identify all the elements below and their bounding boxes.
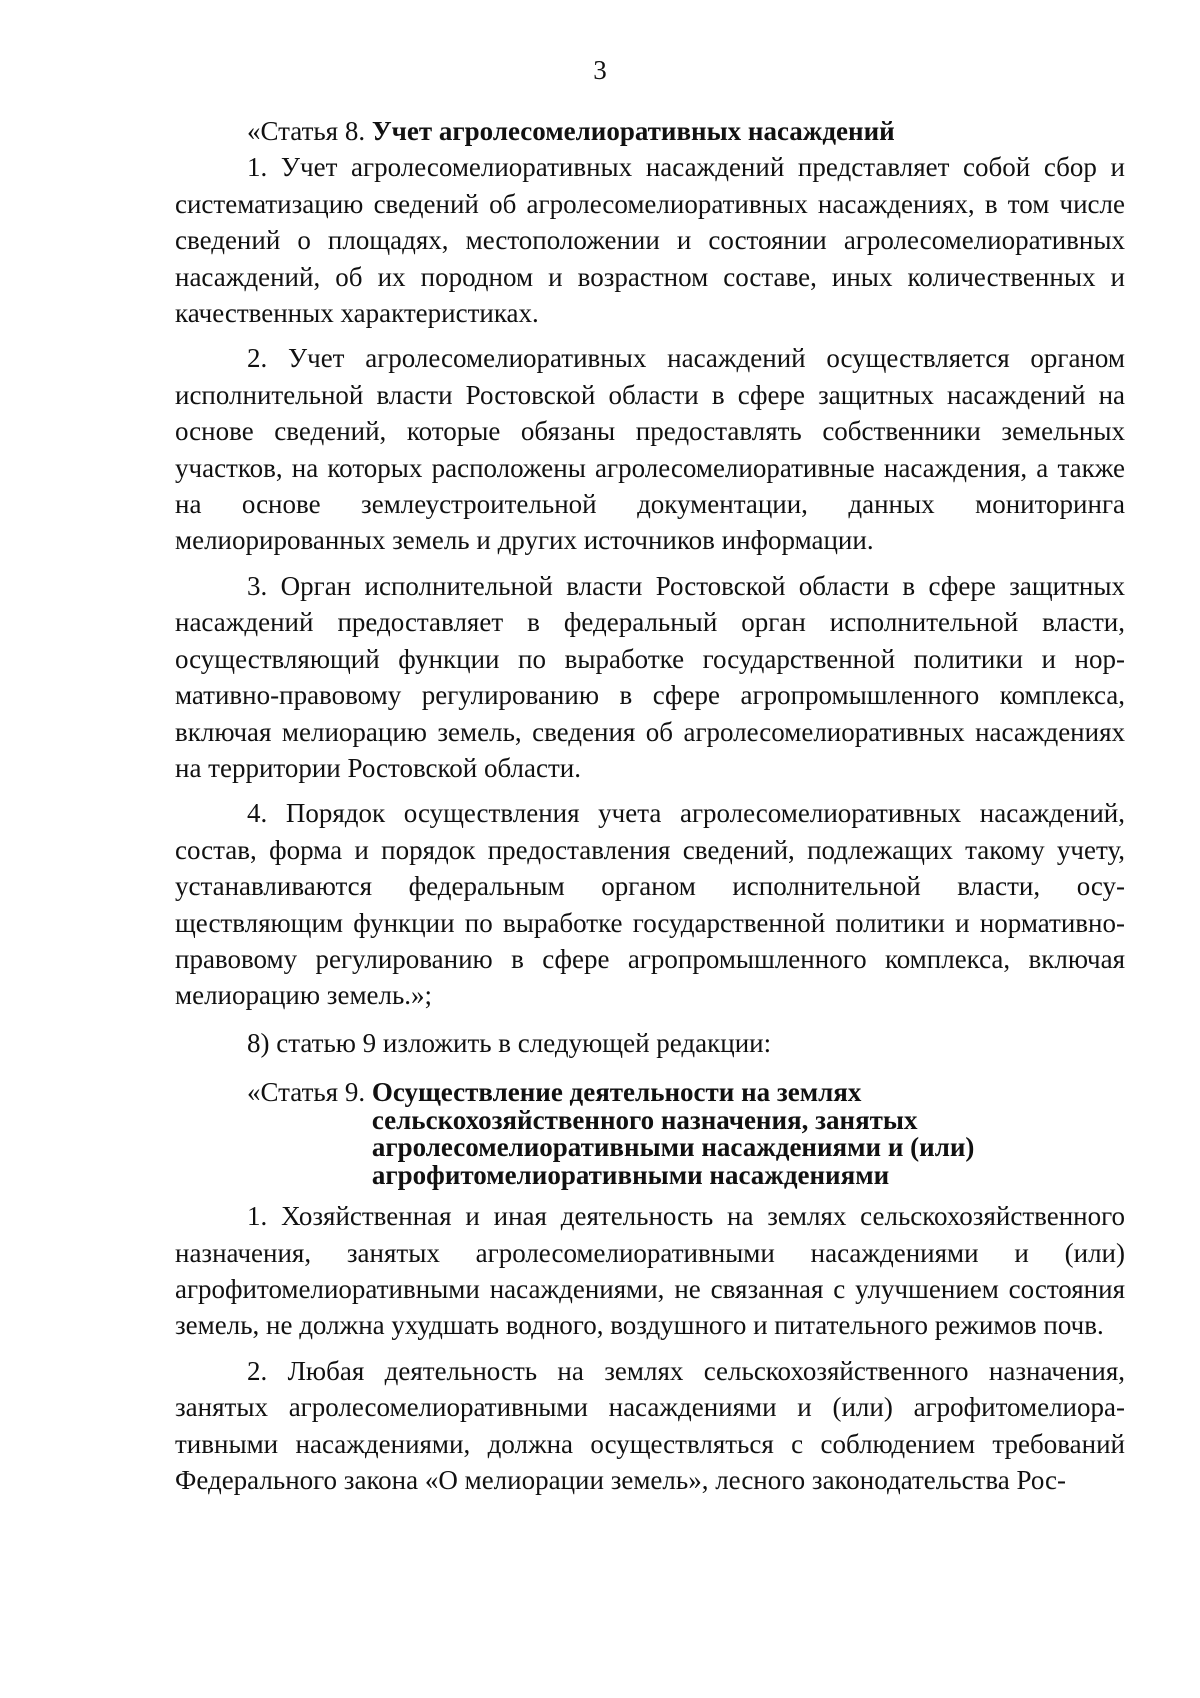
amendment-item-8: 8) статью 9 изложить в следующей редакции: bbox=[247, 1027, 772, 1058]
page-number: 3 bbox=[593, 55, 607, 85]
article-9-title bbox=[372, 1079, 975, 1189]
article-8-title: Учет агролесомелиоративных насаждений bbox=[371, 116, 895, 146]
article-8-paragraph-1: 1. Учет агролесомелиоративных насаждений представляет собой сбор и систематизацию сведений об агролесомелиоративных насаждениях, в том числе сведений о площадях, местоположении и состоянии агролесомелиоративных насаждений, об их породном и возрастном составе, иных количественных и качественных характеристиках. bbox=[175, 152, 1125, 329]
article-9-title-line: агролесомелиоративными насаждениями и (или) bbox=[371, 1132, 975, 1163]
article-9-title-line: агрофитомелиоративными насаждениями bbox=[371, 1159, 890, 1190]
article-9-paragraph-1: 1. Хозяйственная и иная деятельность на землях сельскохозяйственного назначения, занятых агролесомелиоративными насаждениями и (или) агрофитомелиоративными насаждениями, не связанная с улучшением состояния земель, не должна ухудшать водного, воздушного и питательного режимов почв. bbox=[175, 1201, 1125, 1341]
article-9-heading bbox=[175, 1079, 1125, 1189]
document-body bbox=[175, 113, 1125, 1498]
article-8-paragraph-2: 2. Учет агролесомелиоративных насаждений осуществляется органом исполнительной власти Ростовской области в сфере защитных насаждений на основе сведений, которые обязаны предоставлять собственники земельных участков, на которых расположены агролесомелиоративные насаждения, а также на основе землеустроительной документации, данных мониторинга мелиорированных земель и других источников информации. bbox=[175, 343, 1125, 556]
article-9-title-line: Осуществление деятельности на землях bbox=[371, 1077, 862, 1108]
article-8-paragraph-3: 3. Орган исполнительной власти Ростовской области в сфере защитных насаждений предоставляет в федеральный орган исполнительной власти, осуществляющий функции по выработке государственной политики и нормативно-правовому регулированию в сфере агропромышленного комплекса, включая мелиорацию земель, сведения об агролесомелиоративных насаждениях на территории Ростовской области. bbox=[175, 570, 1125, 783]
article-9-title-line: сельскохозяйственного назначения, занятых bbox=[371, 1104, 918, 1135]
article-8-prefix: «Статья 8. bbox=[247, 116, 372, 146]
article-9-paragraph-2: 2. Любая деятельность на землях сельскохозяйственного назначения, занятых агролесомелиоративными насаждениями и (или) агрофитомелиоративными насаждениями, должна осуществляться с соблюдением требований Федерального закона «О мелиорации земель», лесного законодательства Рос- bbox=[175, 1355, 1125, 1495]
article-9-prefix: «Статья 9. bbox=[247, 1077, 372, 1108]
article-8-paragraph-4: 4. Порядок осуществления учета агролесомелиоративных насаждений, состав, форма и порядок предоставления сведений, подлежащих такому учету, устанавливаются федеральным органом исполнительной власти, осуществляющим функции по выработке государственной политики и нормативно-правовому регулированию в сфере агропромышленного комплекса, включая мелиорацию земель.»; bbox=[175, 798, 1125, 1011]
article-8-heading bbox=[175, 113, 1125, 149]
